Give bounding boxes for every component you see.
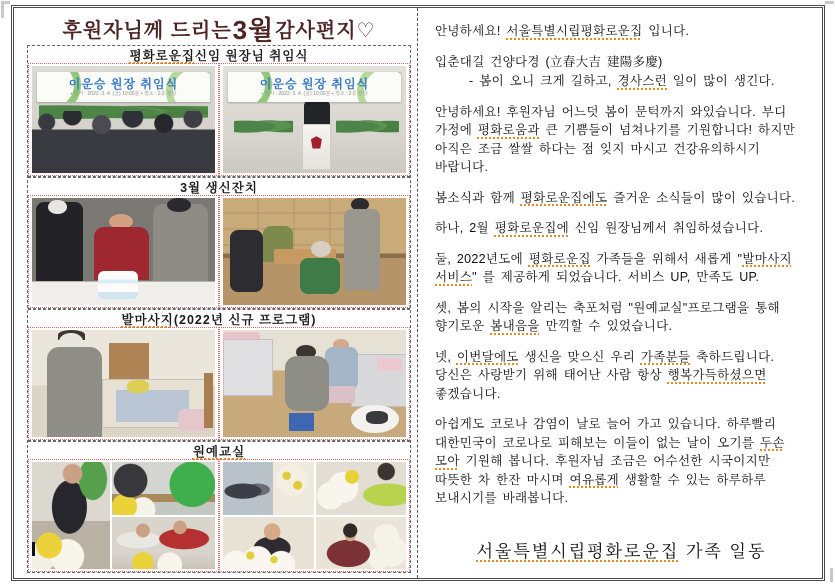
wheelchair-figure	[230, 230, 263, 292]
foot-in-basin	[366, 411, 388, 424]
plants-row	[336, 117, 398, 133]
photo-row-foot-massage	[28, 327, 410, 441]
pink-pillow	[377, 358, 403, 371]
podium	[302, 124, 331, 170]
photo-birthday-table	[223, 198, 406, 305]
letter-column	[417, 8, 822, 578]
text-segment: 입니다.	[642, 24, 690, 38]
spellcheck-underlined-text: 평화로운집	[528, 251, 591, 266]
letter-signature	[435, 537, 808, 566]
photo-birthday-cake	[32, 198, 215, 305]
guest-head	[167, 198, 191, 212]
letter-body	[435, 22, 808, 520]
spellcheck-underlined-text: 가족분들	[640, 349, 691, 364]
photo-gardening-bouquet	[316, 462, 407, 515]
spellcheck-underlined-text: 서울특별시립평화로운집	[506, 24, 643, 38]
bed	[223, 339, 273, 397]
text-segment: 생신을 맞으신 우리	[518, 349, 641, 364]
letter-paragraph	[435, 53, 808, 72]
text-segment: 만끽할 수 있었습니다.	[539, 319, 673, 333]
gardening-collage-right	[223, 462, 406, 569]
page-corner-mark	[825, 1, 834, 4]
green-blanket	[300, 258, 340, 294]
caption-foot-massage	[28, 309, 410, 327]
text-segment: 넷,	[435, 349, 457, 364]
caption-gardening	[28, 441, 410, 459]
photo-foot-massage-wheelchair	[223, 330, 406, 437]
letter-paragraph	[435, 219, 808, 238]
text-segment: 축하드립니다. 당신은 사랑받기 위해 태어난 사람 항상	[435, 349, 775, 382]
page-title	[27, 11, 411, 45]
blue-stool	[289, 413, 315, 430]
photo-cell	[219, 63, 410, 176]
text-segment: 입춘대길 건양다경 (立春大吉 建陽多慶)	[435, 54, 663, 69]
caption-birthday	[28, 177, 410, 195]
photo-gardening-wreath	[223, 462, 314, 515]
letter-paragraph	[435, 250, 808, 287]
caregiver-figure	[285, 356, 329, 412]
text-segment: 생활할 수 있는 하루하루 보내시기를 바래봅니다.	[435, 472, 766, 505]
text-segment: 안녕하세요!	[435, 24, 507, 38]
text-segment: 안녕하세요! 후원자님 어느덧 봄이 문턱까지 와있습니다. 부디 가정에	[435, 104, 787, 137]
spellcheck-underlined-text: 원예교실	[192, 444, 246, 459]
photo-gardening-vest-man	[32, 462, 110, 569]
photo-cell	[28, 327, 219, 440]
spellcheck-underlined-text: 이번달에도	[456, 349, 519, 364]
resident-figure	[325, 347, 358, 390]
text-segment: 일이 많이 생긴다.	[667, 74, 775, 88]
title-prefix: 후원자님께 드리는	[62, 19, 232, 42]
text-segment: 가족 일동	[679, 542, 767, 561]
photo-inauguration-audience	[32, 66, 215, 173]
text-segment: 신임 원장님께서 취임하셨습니다.	[568, 221, 764, 235]
spellcheck-underlined-text: 모아	[435, 454, 460, 468]
letter-paragraph	[435, 103, 808, 177]
spellcheck-underlined-text: 평화로운집	[129, 48, 195, 63]
spellcheck-underlined-text: 서울특별시립평화로운집	[476, 542, 680, 561]
spellcheck-underlined-text: 행복가득하셨으면	[667, 368, 767, 382]
inauguration-banner	[228, 72, 400, 102]
plants-row	[234, 117, 293, 133]
letter-page	[11, 5, 825, 581]
yellow-pillow	[127, 380, 149, 393]
letter-paragraph	[435, 348, 808, 404]
title-month: 3월	[232, 14, 275, 45]
title-suffix: 감사편지♡	[275, 19, 376, 42]
spellcheck-underlined-text: 두손	[760, 435, 785, 450]
caption-inauguration	[28, 46, 410, 63]
photo-cell	[28, 195, 219, 308]
text-segment: 좋겠습니다.	[435, 386, 501, 401]
spellcheck-underlined-text: 발마사지 서비스	[435, 251, 792, 284]
letter-paragraph	[435, 189, 808, 208]
text-segment: 가족들을 위해서 새롭게 "	[590, 251, 743, 266]
text-segment: (2022년 신규 프로그램)	[173, 312, 317, 327]
photo-gardening-maroon-man	[316, 517, 407, 570]
photo-row-birthday	[28, 195, 410, 309]
gardening-collage-left	[32, 462, 215, 569]
spellcheck-underlined-text: 평화로운집에도	[520, 190, 608, 205]
photo-gardening-pair	[112, 517, 215, 570]
photo-row-gardening	[28, 459, 410, 572]
spellcheck-underlined-text: 봄내음을	[490, 319, 540, 333]
text-segment: 큰 기쁨들이 넘쳐나기를 기원합니다! 하지만 아직은 조금 쌀쌀 하다는 점 잊지 마시고 건강유의하시기 바랍니다.	[435, 123, 796, 174]
spellcheck-underlined-text: 평화로움과	[477, 123, 540, 137]
spellcheck-underlined-text: 여유롭게	[569, 472, 619, 487]
photo-gardening-laughing-man	[223, 517, 314, 570]
photo-cell	[219, 459, 410, 572]
banner-title: 이운승 원장 취임식	[259, 76, 370, 91]
banner-subtitle: ▪ 일시 : 2022. 3. 4. (금) 10:00분 ▪ 장소 : 2층 강당	[70, 90, 177, 97]
text-segment: " 를 제공하게 되었습니다. 서비스 UP, 만족도 UP.	[472, 270, 760, 284]
spellcheck-underlined-text: 평화로운집에	[494, 221, 569, 235]
resident-legs	[325, 386, 354, 403]
photo-row-inauguration	[28, 63, 410, 177]
text-segment: - 봄이 오니 크게 길하고,	[469, 74, 618, 88]
speaker-figure	[304, 100, 330, 126]
photo-table	[27, 45, 411, 573]
inauguration-banner	[37, 72, 209, 102]
photo-foot-massage-bed	[32, 330, 215, 437]
photo-cell	[28, 63, 219, 176]
guest-figure	[36, 202, 84, 281]
photo-column	[14, 8, 417, 578]
page-corner-mark	[830, 568, 833, 582]
caregiver-figure	[344, 209, 381, 290]
guest-figure	[153, 204, 208, 281]
letter-paragraph	[435, 299, 808, 336]
photo-gardening-class	[112, 462, 215, 515]
audience-crowd	[32, 111, 215, 173]
text-cursor	[32, 542, 35, 556]
guest-head	[48, 200, 66, 214]
text-segment: 아쉽게도 코로나 감염이 날로 늘어 가고 있습니다. 하루빨리 대한민국이 코로나로 피해보는 이들이 없는 날이 오기를	[435, 417, 777, 450]
text-segment: 둘, 2022년도에	[435, 251, 529, 266]
photo-cell	[219, 327, 410, 440]
spellcheck-underlined-text: 경사스런	[617, 74, 667, 88]
photo-inauguration-podium	[223, 66, 406, 173]
text-segment: 봄소식과 함께	[435, 190, 521, 205]
text-segment: 셋, 봄의 시작을 알리는 축포처럼 "원예교실"프로그램을 통해 향기로운	[435, 300, 780, 333]
letter-paragraph	[435, 22, 808, 41]
spellcheck-underlined-text: 발마사지	[121, 312, 174, 327]
banner-title: 이운승 원장 취임식	[68, 76, 179, 91]
photo-cell	[28, 459, 219, 572]
cabinet	[109, 343, 149, 382]
letter-paragraph	[435, 415, 808, 508]
bed-rail	[204, 373, 213, 429]
text-segment: 3월 생신잔치	[180, 180, 258, 195]
caregiver-figure	[47, 347, 102, 437]
text-segment: 기원해 봅니다. 후원자님 조금은 어수선한 시국이지만 따뜻한 차 한잔 마시며	[435, 454, 771, 487]
letter-paragraph	[435, 72, 808, 91]
page-corner-mark	[1, 1, 10, 4]
text-segment: 신임 원장님 취임식	[194, 48, 309, 63]
birthday-cake	[98, 271, 138, 299]
photo-cell	[219, 195, 410, 308]
elder-head	[311, 241, 331, 257]
text-segment: 하나, 2월	[435, 221, 495, 235]
text-segment: 즐거운 소식들이 많이 있습니다.	[607, 190, 796, 205]
banner-subtitle: ▪ 일시 : 2022. 3. 4. (금) 10:00분 ▪ 장소 : 2층 강당	[261, 90, 368, 97]
